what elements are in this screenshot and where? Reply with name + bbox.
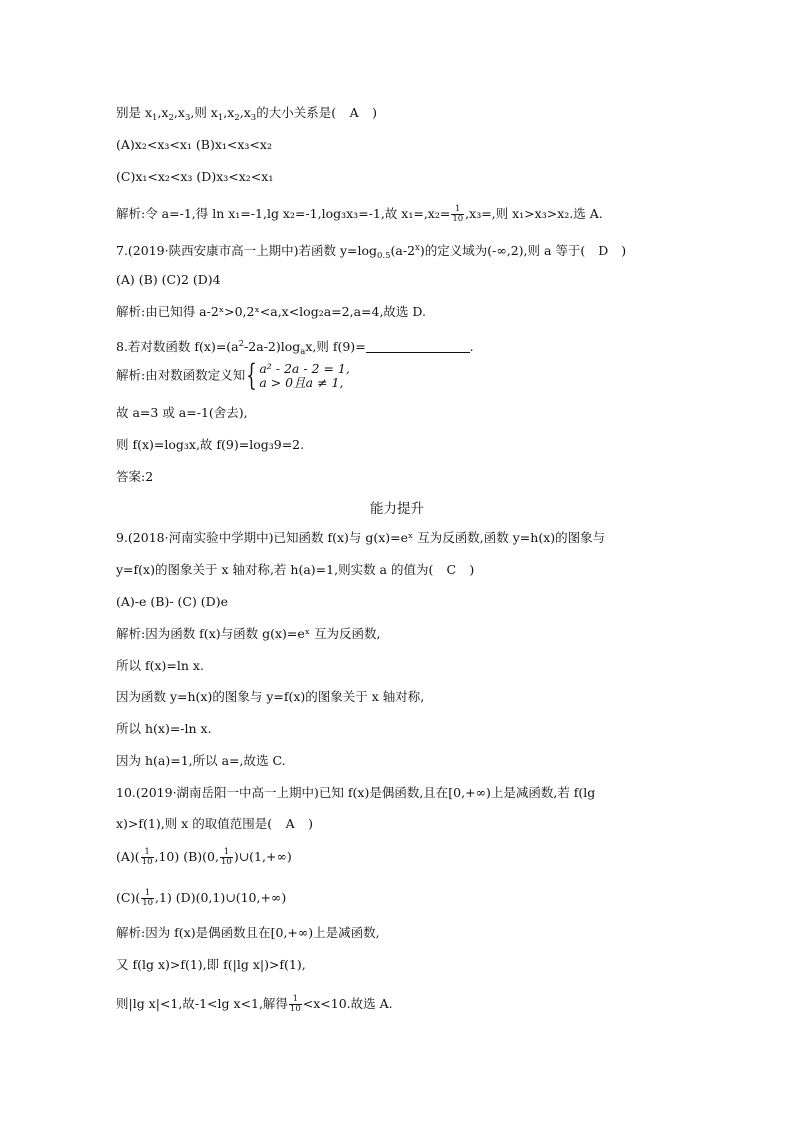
q8-solution: 解析:由对数函数定义知{ a² - 2a - 2 = 1, a > 0且a ≠ 1, (116, 358, 350, 393)
q6-options-ab: (A)x₂<x₃<x₁ (B)x₁<x₃<x₂ (116, 137, 272, 152)
q7-solution: 解析:由已知得 a-2ˣ>0,2ˣ<a,x<log₂a=2,a=4,故选 D. (116, 304, 426, 319)
q10-answer: A (285, 816, 295, 831)
q8-solution-line2: 故 a=3 或 a=-1(舍去), (116, 405, 248, 420)
fraction: $\frac{1}{10}$ (142, 888, 154, 908)
q6-stem: 别是 $x_1,x_2,x_3$,则 $x_1,x_2,x_3$的大小关系是( A ) (116, 105, 377, 123)
q10-solution-3: 则|lg x|<1,故-1<lg x<1,解得 $\frac{1}{10}$ <x<10.故选 A. (116, 994, 393, 1014)
fraction: $\frac{1}{10}$ (452, 204, 464, 224)
q9-solution-5: 因为 h(a)=1,所以 a=,故选 C. (116, 753, 286, 768)
fraction: $\frac{1}{10}$ (289, 994, 301, 1014)
q8-solution-line3: 则 f(x)=log₃x,故 f(9)=log₃9=2. (116, 437, 305, 452)
q10-solution-1: 解析:因为 f(x)是偶函数且在[0,+∞)上是减函数, (116, 925, 380, 940)
answer-blank (366, 340, 470, 353)
q7-answer: D (598, 243, 609, 258)
q9-answer: C (446, 562, 457, 577)
q9-stem-line2: y=f(x)的图象关于 x 轴对称,若 h(a)=1,则实数 a 的值为( C ) (116, 562, 475, 577)
fraction: $\frac{1}{10}$ (141, 847, 153, 867)
q7-stem: 7.(2019·陕西安康市高一上期中)若函数 $y=\log_{0.5}(a-2^x)$的定义域为(-∞,2),则 a 等于( D ) (116, 243, 627, 261)
q9-options: (A)-e (B)- (C) (D)e (116, 594, 228, 609)
q10-solution-2: 又 f(lg x)>f(1),即 f(|lg x|)>f(1), (116, 957, 306, 972)
q6-answer: A (349, 105, 359, 120)
q10-stem-line2: x)>f(1),则 x 的取值范围是( A ) (116, 816, 313, 831)
q8-stem: 8.若对数函数 $f(x)=(a^2-2a-2)\log_ax$,则 f(9)= . (116, 339, 474, 357)
fraction: $\frac{1}{10}$ (220, 847, 232, 867)
q6-solution: 解析:令 a=-1,得 ln x₁=-1,lg x₂=-1,log₃x₃=-1,故 x₁=,x₂= $\frac{1}{10}$ ,x₃=,则 x₁>x₃>x₂.选 A. (116, 204, 603, 224)
section-title: 能力提升 (370, 501, 424, 517)
q9-solution-4: 所以 h(x)=-ln x. (116, 721, 212, 736)
q7-options: (A) (B) (C)2 (D)4 (116, 272, 221, 287)
equation-system: a² - 2a - 2 = 1, a > 0且a ≠ 1, (259, 361, 350, 390)
q10-stem-line1: 10.(2019·湖南岳阳一中高一上期中)已知 f(x)是偶函数,且在[0,+∞)上是减函数,若 f(lg (116, 785, 596, 800)
q9-solution-2: 所以 f(x)=ln x. (116, 658, 204, 673)
q9-solution-3: 因为函数 y=h(x)的图象与 y=f(x)的图象关于 x 轴对称, (116, 689, 425, 704)
q9-solution-1: 解析:因为函数 f(x)与函数 g(x)=eˣ 互为反函数, (116, 626, 381, 641)
q6-options-cd: (C)x₁<x₂<x₃ (D)x₃<x₂<x₁ (116, 169, 274, 184)
q10-options-cd: (C)( $\frac{1}{10}$ ,1) (D)(0,1)∪(10,+∞) (116, 888, 287, 908)
q10-options-ab: (A)( $\frac{1}{10}$ ,10) (B)(0, $\frac{1}{10}$ )∪(1,+∞) (116, 847, 292, 867)
q8-answer: 答案:2 (116, 469, 154, 484)
q9-stem-line1: 9.(2018·河南实验中学期中)已知函数 f(x)与 g(x)=eˣ 互为反函数,函数 y=h(x)的图象与 (116, 530, 606, 545)
